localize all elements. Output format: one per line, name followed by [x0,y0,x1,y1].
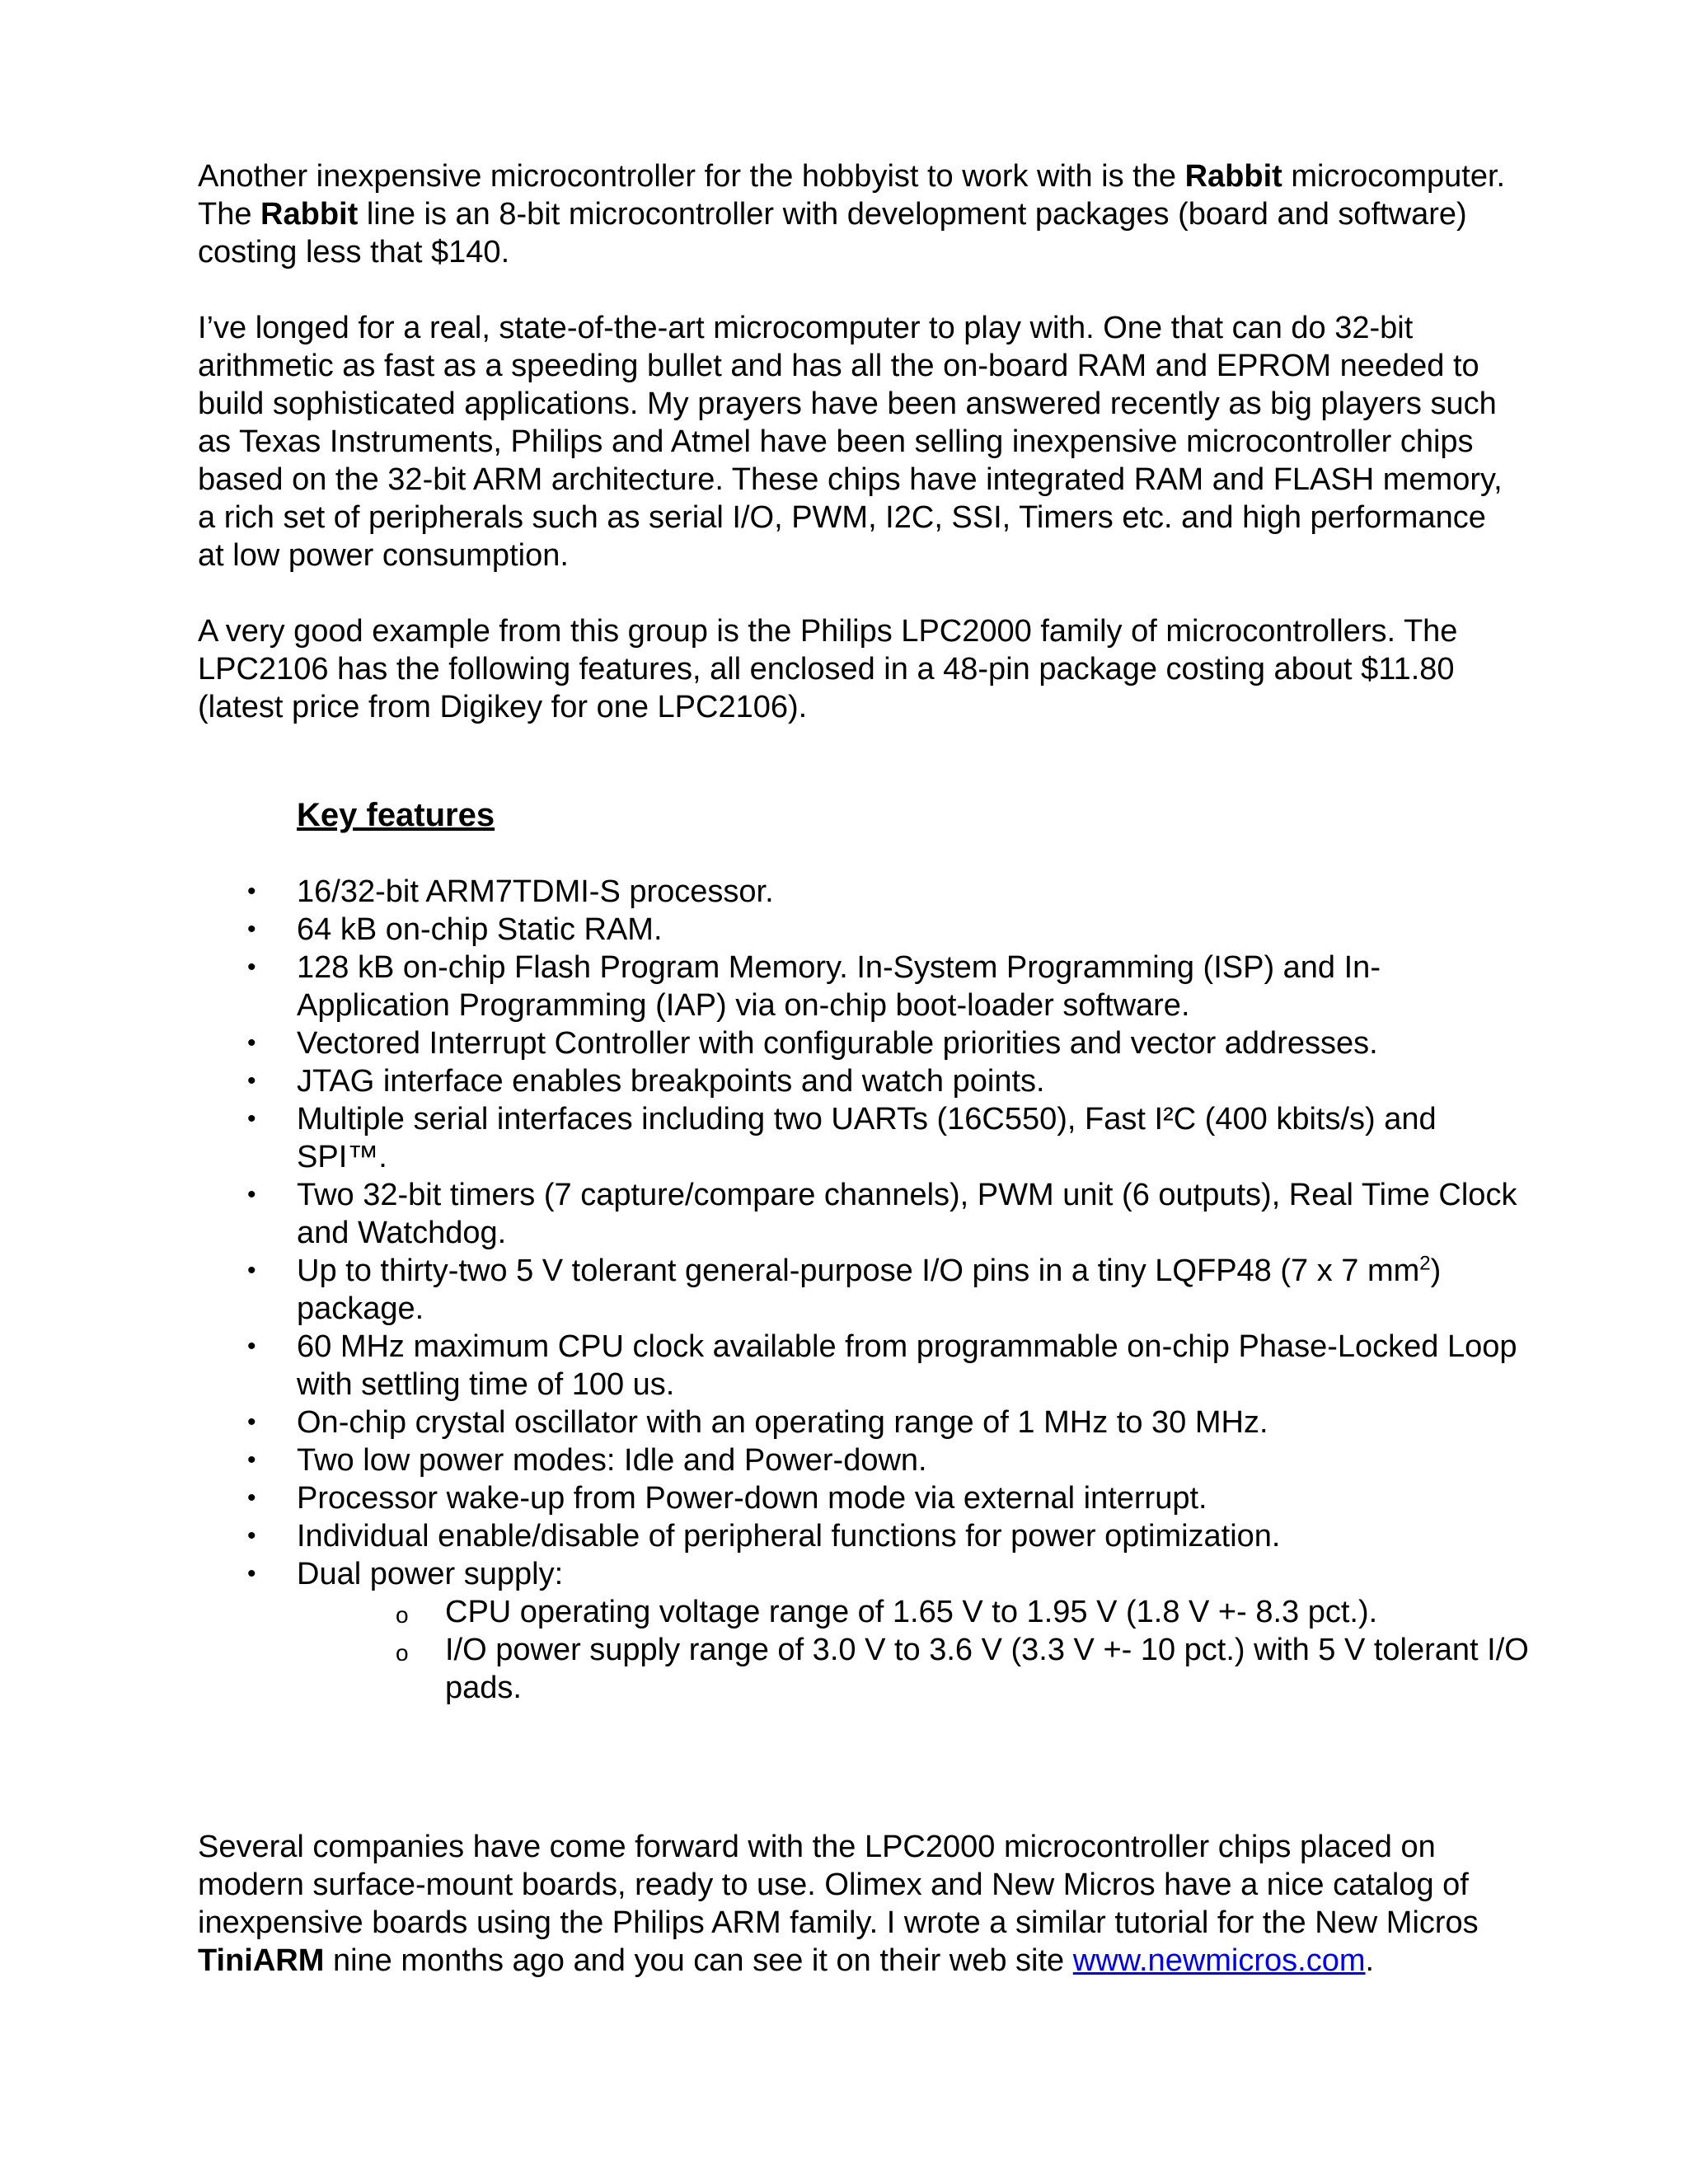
feature-item: • On-chip crystal oscillator with an operating range of 1 MHz to 30 MHz. [247,1404,1533,1441]
feature-item: • 64 kB on-chip Static RAM. [247,911,1533,949]
bold-term-rabbit: Rabbit [260,197,359,232]
feature-item: • Individual enable/disable of peripheral functions for power optimization. [247,1517,1533,1555]
feature-item-lqfp [247,1252,1533,1328]
bold-term-rabbit: Rabbit [1184,159,1282,194]
feature-item: • Two low power modes: Idle and Power-down. [247,1441,1533,1479]
paragraph-text: Another inexpensive microcontroller for the hobbyist to work with is the [198,159,1185,194]
feature-text: Up to thirty-two 5 V tolerant general-purpose I/O pins in a tiny LQFP48 (7 x 7 mm [297,1254,1420,1288]
paragraph-text: nine months ago and you can see it on their web site [324,1943,1073,1978]
features-list [247,873,1533,1707]
paragraph-closing [198,1828,1517,1980]
feature-item: • 60 MHz maximum CPU clock available from programmable on-chip Phase-Locked Loop with settling time of 100 us. [247,1328,1533,1404]
paragraph-rabbit [198,157,1517,271]
paragraph-text: line is an 8-bit microcontroller with development packages (board and software) costing less that $140. [198,197,1467,269]
paragraph-lpc2000: A very good example from this group is the Philips LPC2000 family of microcontrollers. The LPC2106 has the following features, all enclosed in a 48-pin package costing about $11.80 (latest price from Digikey for one LPC2106). [198,614,1458,724]
paragraph-arm: I’ve longed for a real, state-of-the-art microcomputer to play with. One that can do 32-bit arithmetic as fast as a speeding bullet and has all the on-board RAM and EPROM needed to build sophisticated applications. My prayers have been answered recently as big players such as Texas Instruments, Philips and Atmel have been selling inexpensive microcontroller chips based on the 32-bit ARM architecture. These chips have integrated RAM and FLASH memory, a rich set of peripherals such as serial I/O, PWM, I2C, SSI, Timers etc. and high performance at low power consumption. [198,311,1503,573]
paragraph-text: Several companies have come forward with the LPC2000 microcontroller chips placed on modern surface-mount boards, ready to use. Olimex and New Micros have a nice catalog of inexpensive boards using the Philips ARM family. I wrote a similar tutorial for the New Micros [198,1830,1479,1940]
sub-feature-item: o CPU operating voltage range of 1.65 V to 1.95 V (1.8 V +- 8.3 pct.). [396,1593,1533,1631]
bold-term-tiniarm: TiniARM [198,1943,325,1978]
key-features-heading: Key features [297,797,495,833]
newmicros-link[interactable]: www.newmicros.com [1072,1943,1366,1978]
paragraph-text: microcomputer. The [198,159,1506,232]
power-sublist [297,1593,1533,1707]
feature-item: • Multiple serial interfaces including two UARTs (16C550), Fast I²C (400 kbits/s) and SPI™. [247,1100,1533,1176]
feature-item: • Processor wake-up from Power-down mode via external interrupt. [247,1479,1533,1517]
feature-item: • 128 kB on-chip Flash Program Memory. In-System Programming (ISP) and In-Application Programming (IAP) via on-chip boot-loader software. [247,949,1533,1024]
sub-feature-item: o I/O power supply range of 3.0 V to 3.6 V (3.3 V +- 10 pct.) with 5 V tolerant I/O pads. [396,1631,1533,1707]
feature-item-power [247,1555,1533,1707]
feature-text: ) package. [297,1254,1442,1326]
feature-text: Dual power supply: [297,1557,564,1591]
feature-item: • Two 32-bit timers (7 capture/compare channels), PWM unit (6 outputs), Real Time Clock and Watchdog. [247,1176,1533,1252]
superscript: 2 [1419,1252,1431,1275]
paragraph-text: . [1365,1943,1375,1978]
feature-item: • JTAG interface enables breakpoints and watch points. [247,1062,1533,1100]
feature-item: • Vectored Interrupt Controller with configurable priorities and vector addresses. [247,1024,1533,1062]
feature-item: • 16/32-bit ARM7TDMI-S processor. [247,873,1533,911]
